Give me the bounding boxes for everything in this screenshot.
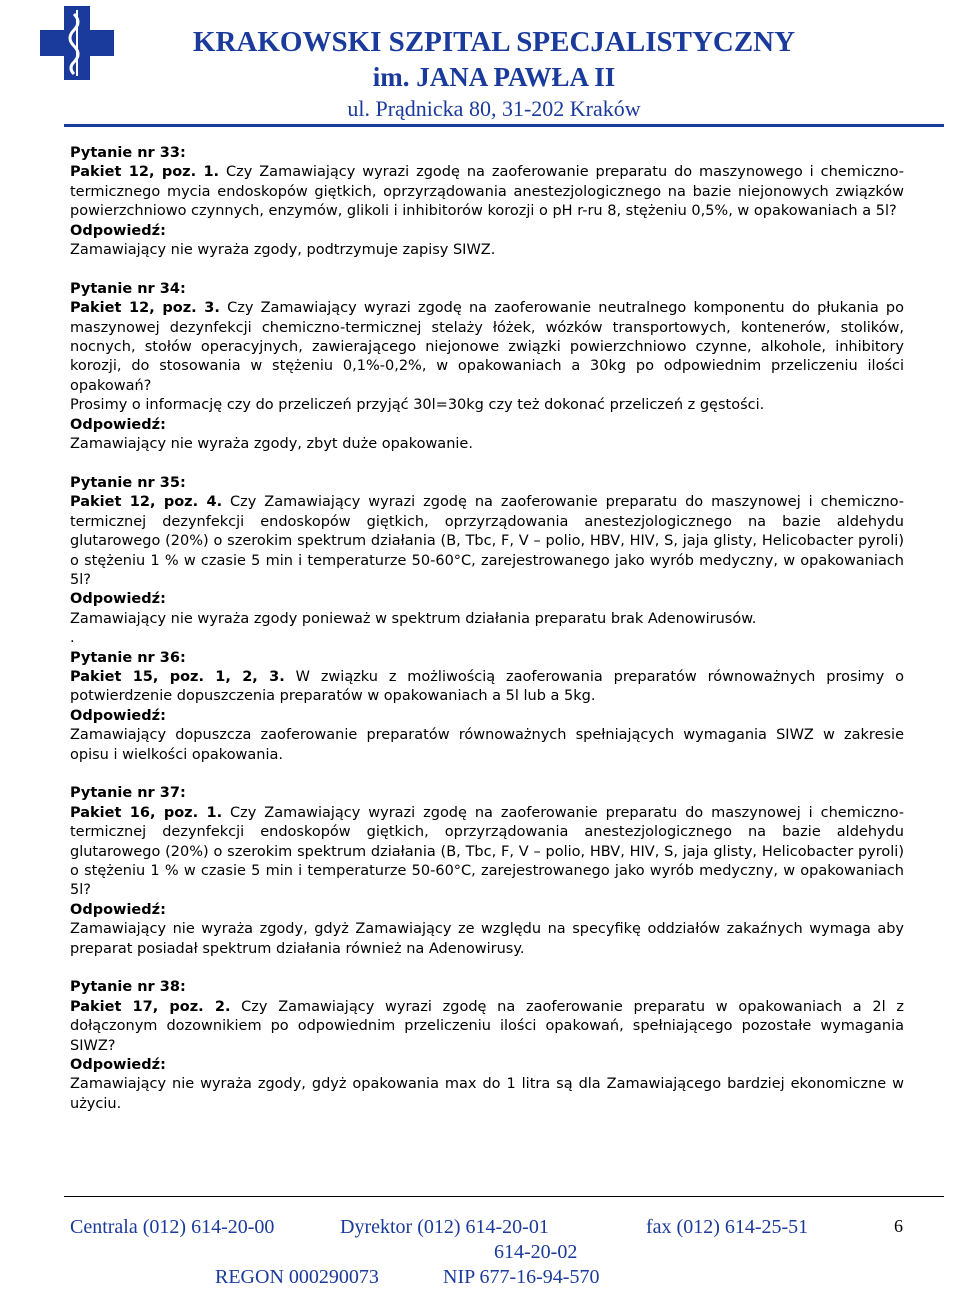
package-ref: Pakiet 17, poz. 2. — [70, 998, 231, 1015]
footer-regon: REGON 000290073 — [215, 1266, 379, 1288]
question-number: Pytanie nr 36: — [70, 649, 186, 666]
hospital-address: ul. Prądnicka 80, 31-202 Kraków — [347, 96, 641, 121]
answer-text: Zamawiający nie wyraża zgody, gdyż opakowania max do 1 litra są dla Zamawiającego bardziej ekonomiczne w użyciu. — [70, 1076, 904, 1112]
answer-label: Odpowiedź: — [70, 222, 166, 239]
package-ref: Pakiet 16, poz. 1. — [70, 804, 223, 821]
answer-label: Odpowiedź: — [70, 1057, 166, 1074]
answer-text: Zamawiający dopuszcza zaoferowanie preparatów równoważnych spełniających wymagania SIWZ w zakresie opisu i wielkości opakowania. — [70, 727, 904, 763]
answer-text: Zamawiający nie wyraża zgody ponieważ w spektrum działania preparatu brak Adenowirusów. — [70, 610, 757, 627]
footer-centrala: Centrala (012) 614-20-00 — [70, 1216, 275, 1238]
question-block — [70, 280, 904, 455]
answer-text: Zamawiający nie wyraża zgody, podtrzymuje zapisy SIWZ. — [70, 242, 496, 259]
question-text: Pakiet 12, poz. 3. Czy Zamawiający wyrazi zgodę na zaoferowanie neutralnego komponentu do płukania po maszynowej dezynfekcji chemiczno-termicznej stelaży łóżek, wózków transportowych, kontenerów, stolików, nocnych, stołów operacyjnych, zawierającego niejonowe związki powierzchniowo czynne, alkohole, inhibitory korozji, do stosowania w stężeniu 0,1%-0,2%, w opakowaniach a 30kg po odpowiednim przeliczeniu ilości opakowań? — [70, 300, 905, 394]
footer-dyrektor-2: 614-20-02 — [494, 1241, 578, 1263]
question-block — [70, 144, 904, 260]
question-block — [70, 978, 904, 1114]
answer-text: Zamawiający nie wyraża zgody, gdyż Zamawiający ze względu na specyfikę oddziałów zakaźnych wymaga aby preparat posiadał spektrum działania również na Adenowirusy. — [70, 921, 904, 957]
package-ref: Pakiet 12, poz. 1. — [70, 164, 220, 181]
question-text: Pakiet 12, poz. 1. Czy Zamawiający wyrazi zgodę na zaoferowanie preparatu do maszynowego i chemiczno-termicznego mycia endoskopów giętkich, oprzyrządowania anestezjologicznego na bazie niejonowych związków powierzchniowo czynnych, enzymów, glikoli i inhibitorów korozji o pH r-ru 8, stężeniu 0,5%, w opakowaniach a 5l? — [70, 164, 904, 220]
package-ref: Pakiet 12, poz. 4. — [70, 494, 223, 511]
stray-period: . — [70, 630, 75, 647]
question-text: Pakiet 17, poz. 2. Czy Zamawiający wyrazi zgodę na zaoferowanie preparatu w opakowaniach a 2l z dołączonym dozownikiem po odpowiednim przeliczeniu ilości opakowań, spełniającego pozostałe wymagania SIWZ? — [70, 998, 904, 1054]
answer-label: Odpowiedź: — [70, 901, 166, 918]
question-extra-text: Prosimy o informację czy do przeliczeń przyjąć 30l=30kg czy też dokonać przeliczeń z gęstości. — [70, 397, 765, 414]
question-number: Pytanie nr 34: — [70, 280, 186, 297]
footer-fax: fax (012) 614-25-51 — [646, 1216, 809, 1238]
question-number: Pytanie nr 37: — [70, 785, 186, 802]
question-number: Pytanie nr 33: — [70, 145, 186, 161]
footer-nip: NIP 677-16-94-570 — [443, 1266, 600, 1288]
question-number: Pytanie nr 38: — [70, 979, 186, 996]
footer-dyrektor: Dyrektor (012) 614-20-01 — [340, 1216, 549, 1238]
question-block — [70, 649, 904, 765]
page-number: 6 — [894, 1216, 903, 1236]
answer-label: Odpowiedź: — [70, 416, 166, 433]
hospital-name: KRAKOWSKI SZPITAL SPECJALISTYCZNY — [192, 26, 796, 58]
question-text: Pakiet 16, poz. 1. Czy Zamawiający wyrazi zgodę na zaoferowanie preparatu do maszynowej i chemiczno-termicznej dezynfekcji endoskopów giętkich, oprzyrządowania anestezjologicznego na bazie aldehydu glutarowego (20%) o szerokim spektrum działania (B, Tbc, F, V – polio, HBV, HIV, S, jaja glisty, Helicobacter pyroli) o stężeniu 1 % w czasie 5 min i temperaturze 50-60°C, zarejestrowanego jako wyrób medyczny, w opakowaniach 5l? — [70, 804, 905, 899]
answer-label: Odpowiedź: — [70, 591, 166, 608]
question-text: Pakiet 12, poz. 4. Czy Zamawiający wyrazi zgodę na zaoferowanie preparatu do maszynowej i chemiczno-termicznej dezynfekcji endoskopów giętkich, oprzyrządowania anestezjologicznego na bazie aldehydu glutarowego (20%) o szerokim spektrum działania (B, Tbc, F, V – polio, HBV, HIV, S, jaja glisty, Helicobacter pyroli) o stężeniu 1 % w czasie 5 min i temperaturze 50-60°C, zarejestrowanego jako wyrób medyczny, w opakowaniach 5l? — [70, 494, 905, 588]
question-number: Pytanie nr 35: — [70, 474, 186, 491]
footer-divider — [64, 1196, 944, 1197]
question-block — [70, 784, 904, 959]
hospital-patron: im. JANA PAWŁA II — [372, 62, 616, 92]
package-ref: Pakiet 15, poz. 1, 2, 3. — [70, 668, 285, 685]
header-divider — [64, 124, 944, 127]
package-ref: Pakiet 12, poz. 3. — [70, 300, 220, 317]
document-body — [70, 144, 904, 1134]
answer-label: Odpowiedź: — [70, 707, 166, 724]
question-text: Pakiet 15, poz. 1, 2, 3. W związku z możliwością zaoferowania preparatów równoważnych prosimy o potwierdzenie dopuszczenia preparatów w opakowaniach a 5l lub a 5kg. — [70, 668, 904, 705]
question-block — [70, 474, 904, 649]
answer-text: Zamawiający nie wyraża zgody, zbyt duże opakowanie. — [70, 436, 473, 453]
